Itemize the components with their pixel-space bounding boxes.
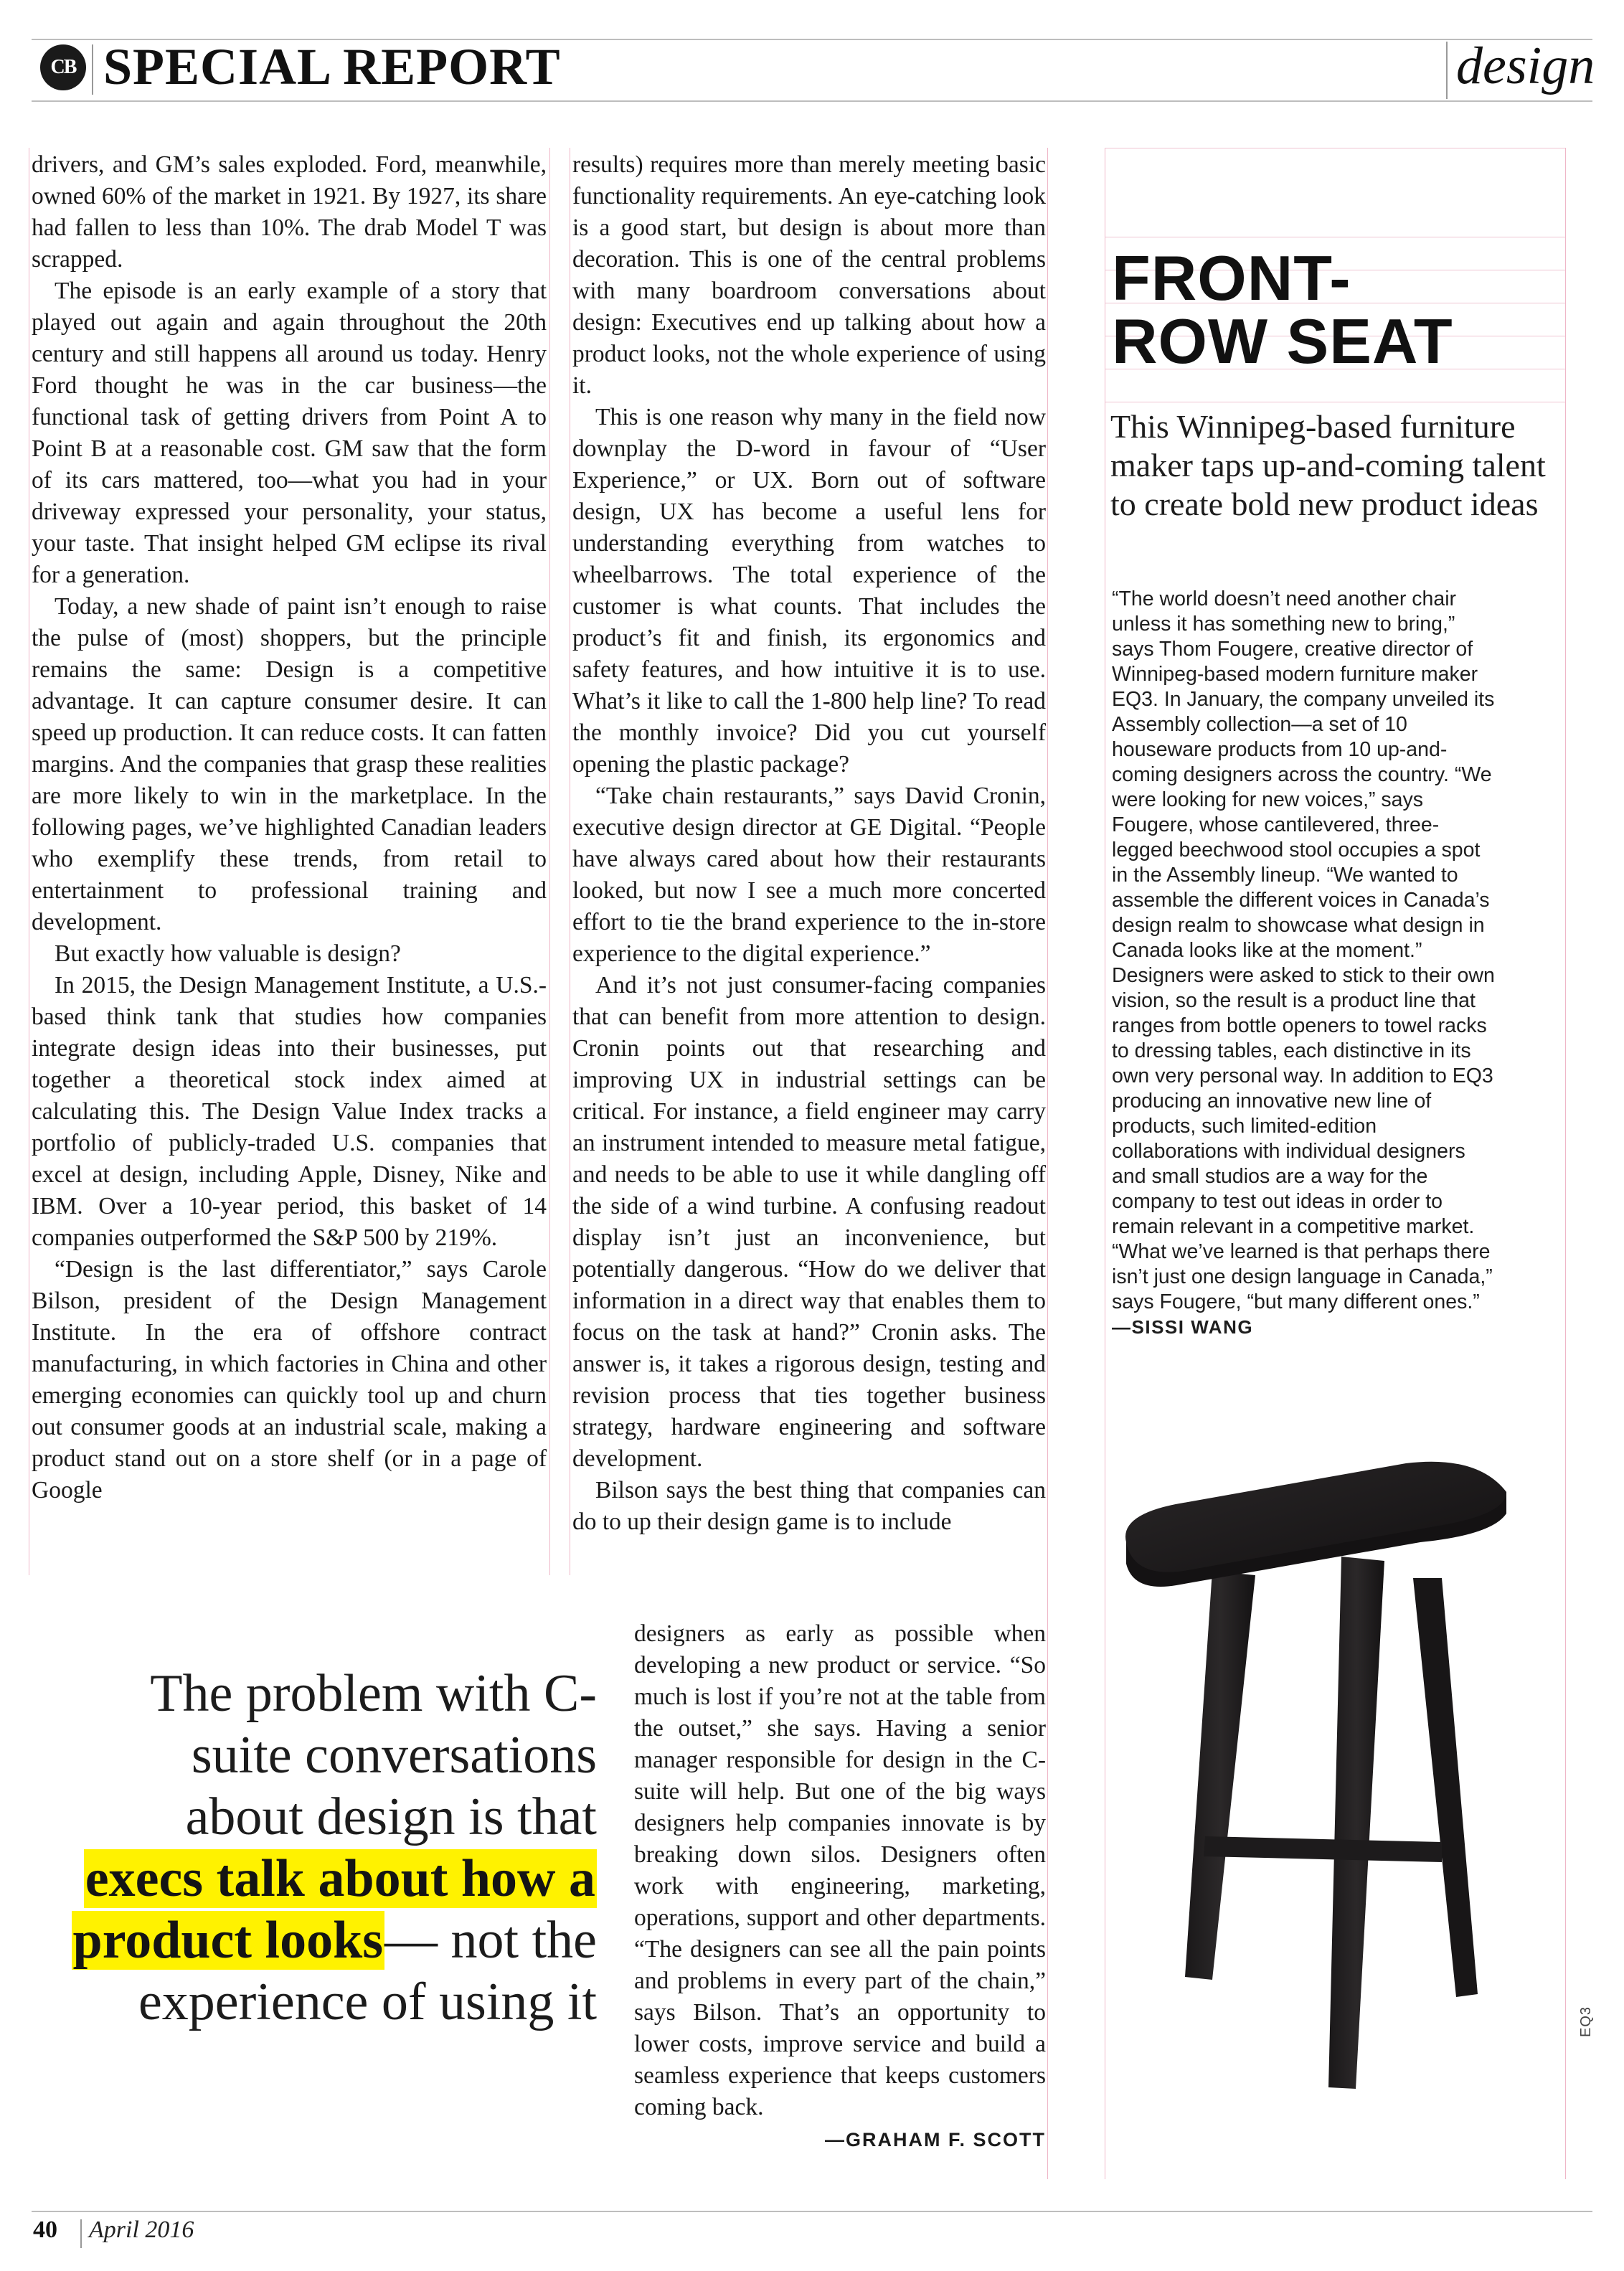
cb-logo: CB (40, 44, 86, 90)
column-guide (1047, 148, 1048, 2179)
header-bottom-rule (32, 100, 1592, 102)
section-tag: design (1456, 37, 1595, 95)
sidebar-title-line: ROW SEAT (1112, 306, 1453, 377)
footer-divider (80, 2219, 82, 2248)
stool-footrest (1204, 1836, 1442, 1862)
column-guide (549, 148, 550, 1575)
paragraph: This is one reason why many in the field now downplay the D-word in favour of “User Experience,” or UX. Born out of software design, UX has become a useful lens for understanding everything from watches to wheelbarrows. The total experience of the customer is what counts. That includes the product’s fit and finish, its ergonomics and safety features, and how intuitive it is to use. What’s it like to call the 1-800 help line? To read the monthly invoice? Did you cut yourself opening the plastic package? (572, 404, 1046, 778)
header-divider (92, 44, 93, 95)
column-guide (1565, 148, 1566, 2179)
article-column-1 (32, 149, 547, 1506)
paragraph: Bilson says the best thing that companies can do to up their design game is to include (572, 1477, 1046, 1535)
sidebar-deck: This Winnipeg-based furniture maker taps up-and-coming talent to create bold new product ideas (1110, 408, 1546, 522)
sidebar-title (1112, 242, 1557, 377)
paragraph: “Take chain restaurants,” says David Cronin, executive design director at GE Digital. “People have always cared about how their restaurants looked, but now I see a much more concerted effort to tie the brand experience to the in-store experience to the digital experience.” (572, 783, 1046, 967)
stool-front-leg-right (1328, 1557, 1384, 2089)
sidebar-body (1112, 587, 1499, 1340)
paragraph: “Design is the last differentiator,” says Carole Bilson, president of the Design Management Institute. In the era of offshore contract manufacturing, in which factories in China and other emerging economies can quickly tool up and churn out consumer goods at an industrial scale, making a product stand out on a store shelf (or in a page of Google (32, 1256, 547, 1503)
pull-quote-lead: The problem with C-suite conversations about design is that (150, 1664, 597, 1846)
paragraph: Today, a new shade of paint isn’t enough to raise the pulse of (most) shoppers, but the principle remains the same: Design is a competitive advantage. It can capture consumer desire. It can speed up production. It can reduce costs. It can fatten margins. And the companies that grasp these realities are more likely to win in the marketplace. In the following pages, we’ve highlighted Canadian leaders who exemplify these trends, from retail to entertainment to professional training and development. (32, 593, 547, 935)
paragraph: designers as early as possible when developing a new product or service. “So much is lost if you’re not at the table from the outset,” she says. Having a senior manager responsible for design in the C-suite will help. But one of the big ways designers help companies innovate is by breaking down silos. Designers often work with engineering, marketing, operations, support and other departments. “The designers can see all the pain points and problems in every part of the chain,” says Bilson. That’s an opportunity to lower costs, improve service and build a seamless experience that keeps customers coming back. (634, 1620, 1046, 2120)
section-title: SPECIAL REPORT (103, 38, 561, 95)
stool-front-leg-left (1185, 1571, 1255, 1980)
photo-credit: EQ3 (1578, 2006, 1594, 2037)
sidebar-byline: —SISSI WANG (1112, 1316, 1254, 1338)
pull-quote-tail: not the experience of using it (138, 1911, 597, 2031)
article-column-2-continued (634, 1618, 1046, 2151)
paragraph: The episode is an early example of a story that played out again and again throughout the 20th century and still happens all around us today. Henry Ford thought he was in the car business—the functional task of getting drivers from Point A to Point B at a reasonable cost. GM saw that the form of its cars mattered, too—what you had in your driveway expressed your personality, your status, your taste. That insight helped GM eclipse its rival for a generation. (32, 278, 547, 588)
paragraph: results) requires more than merely meeting basic functionality requirements. An eye-catching look is a good start, but design is about more than decoration. This is one of the central problems with many boardroom conversations about design: Executives end up talking about how a product looks, not the whole experience of using it. (572, 151, 1046, 399)
header-divider-right (1446, 42, 1448, 99)
footer-rule (32, 2211, 1592, 2212)
sidebar-body-text: “The world doesn’t need another chair unless it has something new to bring,” says Thom Fougere, creative director of Winnipeg-based modern furniture maker EQ3. In January, the company unveiled its Assembly collection—a set of 10 houseware products from 10 up-and-coming designers across the country. “We were looking for new voices,” says Fougere, whose cantilevered, three-legged beechwood stool occupies a spot in the Assembly lineup. “We wanted to assemble the different voices in Canada’s design realm to showcase what design in Canada looks like at the moment.” Designers were asked to stick to their own vision, so the result is a product line that ranges from bottle openers to towel racks to dressing tables, each distinctive in its own very personal way. In addition to EQ3 producing an innovative new line of products, such limited-edition collaborations with individual designers and small studios are a way for the company to test out ideas in order to remain relevant in a competitive market. “What we’ve learned is that perhaps there isn’t just one design language in Canada,” says Fougere, “but many different ones.” (1112, 587, 1495, 1313)
paragraph: And it’s not just consumer-facing companies that can benefit from more attention to design. Cronin points out that researching and improving UX in industrial settings can be critical. For instance, a field engineer may carry an instrument intended to measure metal fatigue, and needs to be able to use it while dangling off the side of a wind turbine. A confusing readout display isn’t just an inconvenience, but potentially dangerous. “How do we deliver that information in a direct way that enables them to focus on the task at hand?” Cronin asks. The answer is, it takes a rigorous design, testing and revision process that ties together business strategy, hardware engineering and software development. (572, 972, 1046, 1472)
pull-quote-highlight: execs talk about how a product looks (72, 1849, 595, 1970)
article-byline: —GRAHAM F. SCOTT (825, 2129, 1046, 2150)
stool-photo (1105, 1435, 1535, 2095)
article-column-2 (572, 149, 1046, 1538)
issue-date: April 2016 (89, 2216, 194, 2243)
pull-quote-dash: — (384, 1911, 438, 1970)
paragraph: But exactly how valuable is design? (55, 940, 401, 967)
sidebar-title-line: FRONT- (1112, 242, 1351, 313)
stool-back-leg (1413, 1578, 1478, 1997)
paragraph: In 2015, the Design Management Institute, a U.S.-based think tank that studies how companies integrate design ideas into their businesses, put together a theoretical stock index aimed at calculating this. The Design Value Index tracks a portfolio of publicly-traded U.S. companies that excel at design, including Apple, Disney, Nike and IBM. Over a 10-year period, this basket of 14 companies outperformed the S&P 500 by 219%. (32, 972, 547, 1251)
pull-quote (65, 1663, 597, 2033)
paragraph: drivers, and GM’s sales exploded. Ford, meanwhile, owned 60% of the market in 1921. By 1927, its share had fallen to less than 10%. The drab Model T was scrapped. (32, 151, 547, 273)
page-number: 40 (33, 2216, 57, 2243)
